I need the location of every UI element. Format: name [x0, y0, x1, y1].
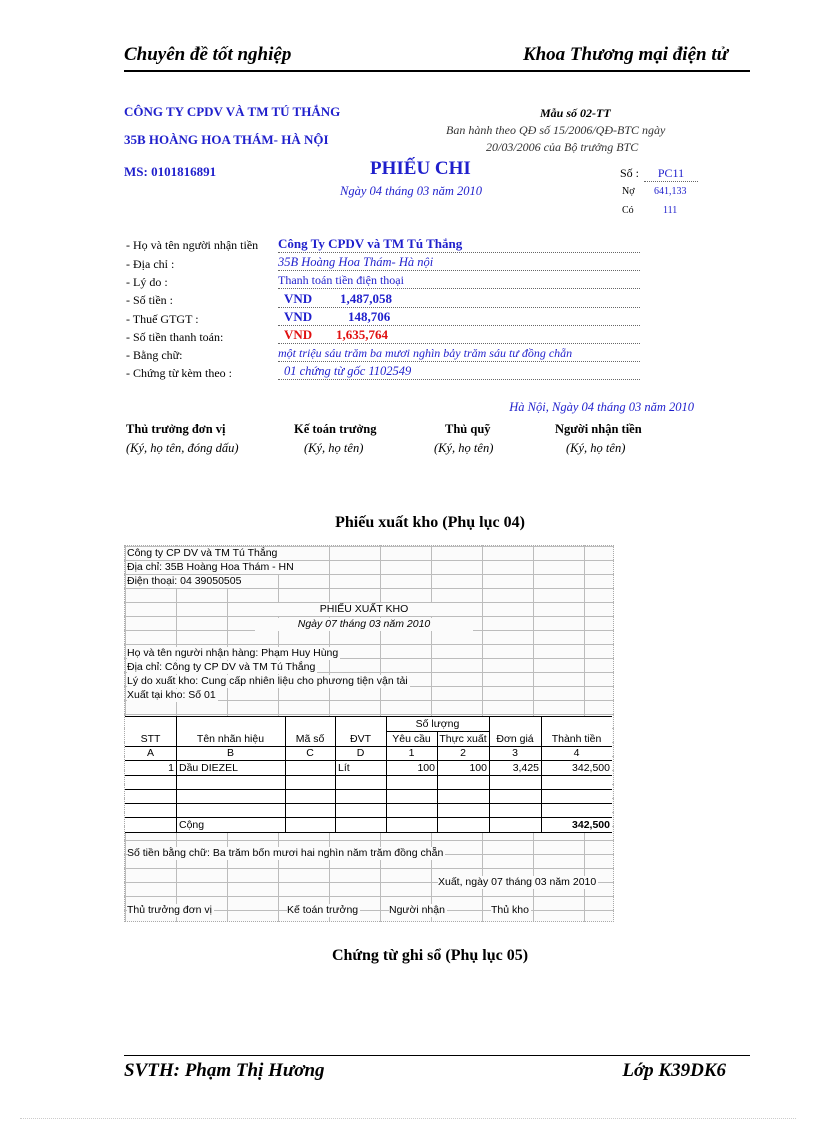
pxk-sign-accountant: Kế toán trưởng	[287, 904, 359, 916]
reason-label: - Lý do :	[126, 275, 168, 289]
header-rule	[124, 70, 750, 72]
pxk-row-requested: 100	[417, 762, 435, 774]
page-edge	[20, 1118, 796, 1119]
pxk-col-stt: STT	[140, 733, 161, 745]
pxk-col-actual: Thực xuất	[439, 733, 487, 745]
phieu-xuat-kho-sheet	[124, 545, 614, 922]
pxk-reason: Lý do xuất kho: Cung cấp nhiên liệu cho phương tiện vận tải	[127, 675, 408, 687]
pxk-total-label: Cộng	[179, 819, 205, 831]
attachments-value: 01 chứng từ gốc 1102549	[278, 364, 640, 380]
company-address: 35B HOÀNG HOA THÁM- HÀ NỘI	[124, 132, 329, 147]
pxk-code-c: C	[306, 747, 314, 759]
pxk-code-2: 2	[460, 747, 466, 759]
no-value: 641,133	[654, 186, 687, 197]
pxk-code-4: 4	[573, 747, 580, 759]
co-label: Có	[622, 205, 634, 216]
pxk-row-name: Dầu DIEZEL	[179, 762, 238, 774]
no-label: Nợ	[622, 186, 635, 197]
reason-value: Thanh toán tiền điện thoại	[278, 273, 640, 289]
form-number: Mẫu số 02-TT	[540, 106, 611, 120]
footer-left: SVTH: Phạm Thị Hương	[124, 1060, 325, 1081]
pxk-total-value: 342,500	[572, 819, 610, 831]
attachments-label: - Chứng từ kèm theo :	[126, 366, 232, 380]
amount-currency: VND	[284, 291, 313, 306]
header-left: Chuyên đề tốt nghiệp	[124, 44, 292, 65]
pxk-title: PHIẾU XUẤT KHO	[255, 603, 473, 616]
pxk-code-1: 1	[408, 747, 415, 759]
receiver-label: - Họ và tên người nhận tiền	[126, 238, 259, 252]
phieu-chi-date: Ngày 04 tháng 03 năm 2010	[340, 184, 483, 198]
pxk-row-stt: 1	[168, 762, 174, 774]
vat-value: 148,706	[348, 309, 391, 324]
in-words-value: một triệu sáu trăm ba mươi nghìn bảy trăm sáu tư đồng chẵn	[278, 346, 640, 362]
pxk-receiver: Họ và tên người nhận hàng: Phạm Huy Hùng	[127, 647, 339, 659]
pxk-code-b: B	[226, 747, 234, 759]
amount-value: 1,487,058	[340, 291, 392, 306]
pxk-in-words: Số tiền bằng chữ: Ba trăm bốn mươi hai nghìn năm trăm đồng chẵn	[127, 847, 444, 859]
in-words-label: - Bằng chữ:	[126, 348, 183, 362]
pxk-col-code: Mã số	[295, 733, 325, 745]
signer-chief-accountant-note: (Ký, họ tên)	[304, 441, 364, 455]
pxk-sign-keeper: Thủ kho	[491, 904, 529, 916]
signer-recipient: Người nhận tiền	[555, 422, 642, 436]
vat-currency: VND	[284, 309, 313, 324]
pxk-quantity-group: Số lượng	[415, 718, 460, 730]
address-label: - Địa chỉ :	[126, 257, 175, 271]
total-currency: VND	[284, 327, 313, 342]
pxk-address: Địa chỉ: 35B Hoàng Hoa Thám - HN	[127, 561, 294, 573]
footer-right: Lớp K39DK6	[622, 1060, 726, 1081]
pxk-col-price: Đơn giá	[496, 733, 534, 745]
total-label: - Số tiền thanh toán:	[126, 330, 224, 344]
pxk-warehouse: Xuất tại kho: Số 01	[127, 689, 216, 701]
total-value: 1,635,764	[336, 327, 388, 342]
vat-row	[278, 309, 640, 326]
form-decree-line2: 20/03/2006 của Bộ trưởng BTC	[486, 140, 639, 154]
pxk-col-unit: ĐVT	[350, 733, 371, 745]
signer-cashier-note: (Ký, họ tên)	[434, 441, 494, 455]
company-name: CÔNG TY CPDV VÀ TM TÚ THẮNG	[124, 104, 341, 119]
pxk-row-price: 3,425	[512, 762, 539, 774]
phieu-chi-title: PHIẾU CHI	[370, 158, 471, 179]
signer-director-note: (Ký, họ tên, đóng dấu)	[126, 441, 239, 455]
pxk-col-requested: Yêu cầu	[392, 733, 431, 745]
receiver-value: Công Ty CPDV và TM Tú Thắng	[278, 236, 640, 253]
place-date: Hà Nội, Ngày 04 tháng 03 năm 2010	[509, 400, 694, 414]
pxk-row-unit: Lít	[338, 762, 350, 774]
footer-rule	[124, 1055, 750, 1056]
so-label: Số :	[620, 166, 640, 180]
pxk-phone: Điện thoại: 04 39050505	[127, 575, 242, 587]
pxk-receiver-address: Địa chỉ: Công ty CP DV và TM Tú Thắng	[127, 661, 316, 673]
pxk-sign-receiver: Người nhận	[389, 904, 445, 916]
pxk-code-3: 3	[512, 747, 518, 759]
signer-cashier: Thủ quỹ	[445, 422, 491, 436]
appendix-05-title: Chứng từ ghi sổ (Phụ lục 05)	[331, 947, 529, 964]
pxk-code-a: A	[146, 747, 154, 759]
signer-chief-accountant: Kế toán trưởng	[294, 422, 377, 436]
amount-row	[278, 291, 640, 308]
pxk-row-amount: 342,500	[572, 762, 610, 774]
pxk-sign-director: Thủ trưởng đơn vị	[127, 904, 212, 916]
address-value: 35B Hoàng Hoa Thám- Hà nội	[278, 255, 640, 271]
header-right: Khoa Thương mại điện tử	[522, 44, 728, 65]
vat-label: - Thuế GTGT :	[126, 312, 199, 326]
amount-label: - Số tiền :	[126, 293, 173, 307]
pxk-issue-date: Xuất, ngày 07 tháng 03 năm 2010	[438, 876, 597, 888]
pxk-col-name: Tên nhãn hiệu	[196, 733, 265, 745]
form-decree-line1: Ban hành theo QĐ số 15/2006/QĐ-BTC ngày	[446, 123, 666, 137]
tax-code: MS: 0101816891	[124, 164, 217, 179]
pxk-row-actual: 100	[469, 762, 487, 774]
so-value: PC11	[644, 166, 698, 182]
pxk-col-amount: Thành tiền	[551, 733, 602, 745]
pxk-date: Ngày 07 tháng 03 năm 2010	[255, 618, 473, 631]
signer-director: Thủ trưởng đơn vị	[126, 422, 226, 436]
appendix-04-title: Phiếu xuất kho (Phụ lục 04)	[335, 514, 525, 531]
pxk-code-d: D	[356, 747, 365, 759]
signer-recipient-note: (Ký, họ tên)	[566, 441, 626, 455]
pxk-company: Công ty CP DV và TM Tú Thắng	[127, 547, 278, 559]
total-row	[278, 327, 640, 344]
co-value: 111	[663, 205, 678, 216]
